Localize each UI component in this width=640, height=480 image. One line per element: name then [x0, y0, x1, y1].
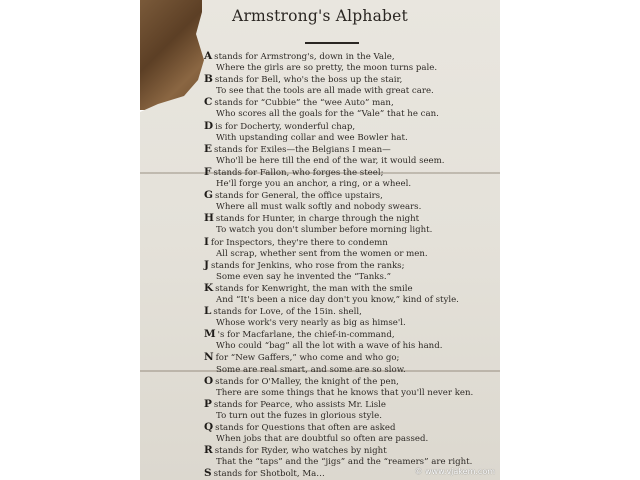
verse-letter: P	[204, 397, 212, 410]
verse-second-line: Where all must walk softly and nobody swears.	[216, 202, 422, 213]
verse-second-line: To see that the tools are all made with great care.	[216, 86, 434, 97]
verse-second-line: To watch you don't slumber before morning light.	[216, 225, 433, 236]
title-rule	[305, 42, 359, 44]
verse-second-line: That the “taps” and the “jigs” and the “reamers” are right.	[216, 457, 473, 468]
verse-letter: I	[204, 235, 209, 248]
verse-text: stands for Pearce, who assists Mr. Lisle	[213, 399, 386, 410]
verse-text: stands for Bell, who's the boss up the stair,	[214, 75, 403, 86]
verse-letter: O	[204, 374, 214, 387]
verse-text: stands for Jenkins, who rose from the ranks;	[210, 260, 405, 271]
verse-second-line: Who scores all the goals for the “Vale” that he can.	[216, 109, 439, 120]
verse-letter: D	[204, 119, 214, 132]
verse-letter: M	[204, 328, 216, 341]
verse-text: stands for Hunter, in charge through the night	[215, 214, 420, 225]
verse-letter: G	[204, 189, 213, 202]
verse-text: stands for Exiles—the Belgians I mean—	[214, 144, 391, 155]
verse-second-line: He'll forge you an anchor, a ring, or a wheel.	[216, 179, 412, 190]
verse-letter: L	[204, 305, 212, 318]
verse-first-line	[204, 445, 494, 457]
verse-letter: B	[204, 73, 213, 86]
alphabet-poem	[204, 51, 494, 480]
verse-text: for “New Gaffers,” who come and who go;	[215, 353, 400, 364]
verse-letter: A	[204, 50, 213, 62]
verse-second-line: Whose work's very nearly as big as himse'l.	[216, 318, 406, 329]
verse-second-line: Some even say he invented the “Tanks.”	[216, 271, 391, 282]
verse-first-line	[204, 376, 494, 388]
verse-text: stands for “Cubbie” the “wee Auto” man,	[214, 98, 394, 109]
verse-second-line: There are some things that he knows that you'll never ken.	[216, 387, 474, 398]
watermark: © www.vjakem.com	[414, 467, 495, 476]
verse-first-line	[204, 260, 494, 272]
verse-first-line	[204, 352, 494, 364]
verse-text: stands for Shotbolt, Ma…	[213, 469, 325, 480]
verse-first-line	[204, 283, 494, 295]
verse-first-line	[204, 190, 494, 202]
verse-first-line	[204, 422, 494, 434]
verse-first-line	[204, 144, 494, 156]
verse-letter: J	[204, 258, 209, 271]
verse-first-line	[204, 306, 494, 318]
verse-text: 's for Macfarlane, the chief-in-command,	[217, 330, 395, 341]
verse-letter: N	[204, 351, 214, 364]
verse-first-line	[204, 237, 494, 249]
verse-second-line: Who could “bag” all the lot with a wave of his hand.	[216, 341, 443, 352]
verse-text: is for Docherty, wonderful chap,	[215, 121, 356, 132]
verse-second-line: All scrap, whether sent from the women or men.	[216, 248, 428, 259]
verse-second-line: With upstanding collar and wee Bowler hat.	[216, 132, 408, 143]
verse-letter: H	[204, 212, 214, 225]
verse-letter: C	[204, 96, 213, 109]
verse-first-line	[204, 329, 494, 341]
verse-letter: R	[204, 444, 213, 457]
verse-letter: S	[204, 467, 212, 480]
verse-first-line	[204, 399, 494, 411]
verse-first-line	[204, 51, 494, 63]
verse-first-line	[204, 97, 494, 109]
verse-text: stands for Fallon, who forges the steel;	[213, 167, 384, 178]
verse-text: stands for General, the office upstairs,	[214, 191, 383, 202]
verse-second-line: Some are real smart, and some are so slow.	[216, 364, 406, 375]
verse-second-line: Where the girls are so pretty, the moon turns pale.	[216, 63, 438, 74]
verse-second-line: To turn out the fuzes in glorious style.	[216, 410, 382, 421]
page-title: Armstrong's Alphabet	[232, 7, 408, 25]
verse-text: for Inspectors, they're there to condemn	[210, 237, 388, 248]
verse-letter: Q	[204, 421, 214, 433]
verse-text: stands for Questions that often are asked	[215, 423, 396, 433]
verse-letter: K	[204, 281, 214, 294]
verse-second-line: Who'll be here till the end of the war, it would seem.	[216, 155, 445, 166]
verse-text: stands for Kenwright, the man with the smile	[215, 283, 413, 294]
verse-text: stands for Armstrong's, down in the Vale,	[214, 52, 395, 62]
verse-text: stands for O'Malley, the knight of the pen,	[215, 376, 399, 387]
verse-text: stands for Love, of the 15in. shell,	[213, 307, 362, 318]
verse-first-line	[204, 74, 494, 86]
verse-letter: F	[204, 165, 212, 178]
verse-first-line	[204, 213, 494, 225]
verse-letter: E	[204, 142, 213, 155]
verse-text: stands for Ryder, who watches by night	[214, 446, 387, 457]
verse-first-line	[204, 167, 494, 179]
verse-first-line	[204, 121, 494, 133]
verse-second-line: And “It's been a nice day don't you know,” kind of style.	[216, 294, 459, 305]
verse-second-line: When jobs that are doubtful so often are passed.	[216, 434, 429, 445]
